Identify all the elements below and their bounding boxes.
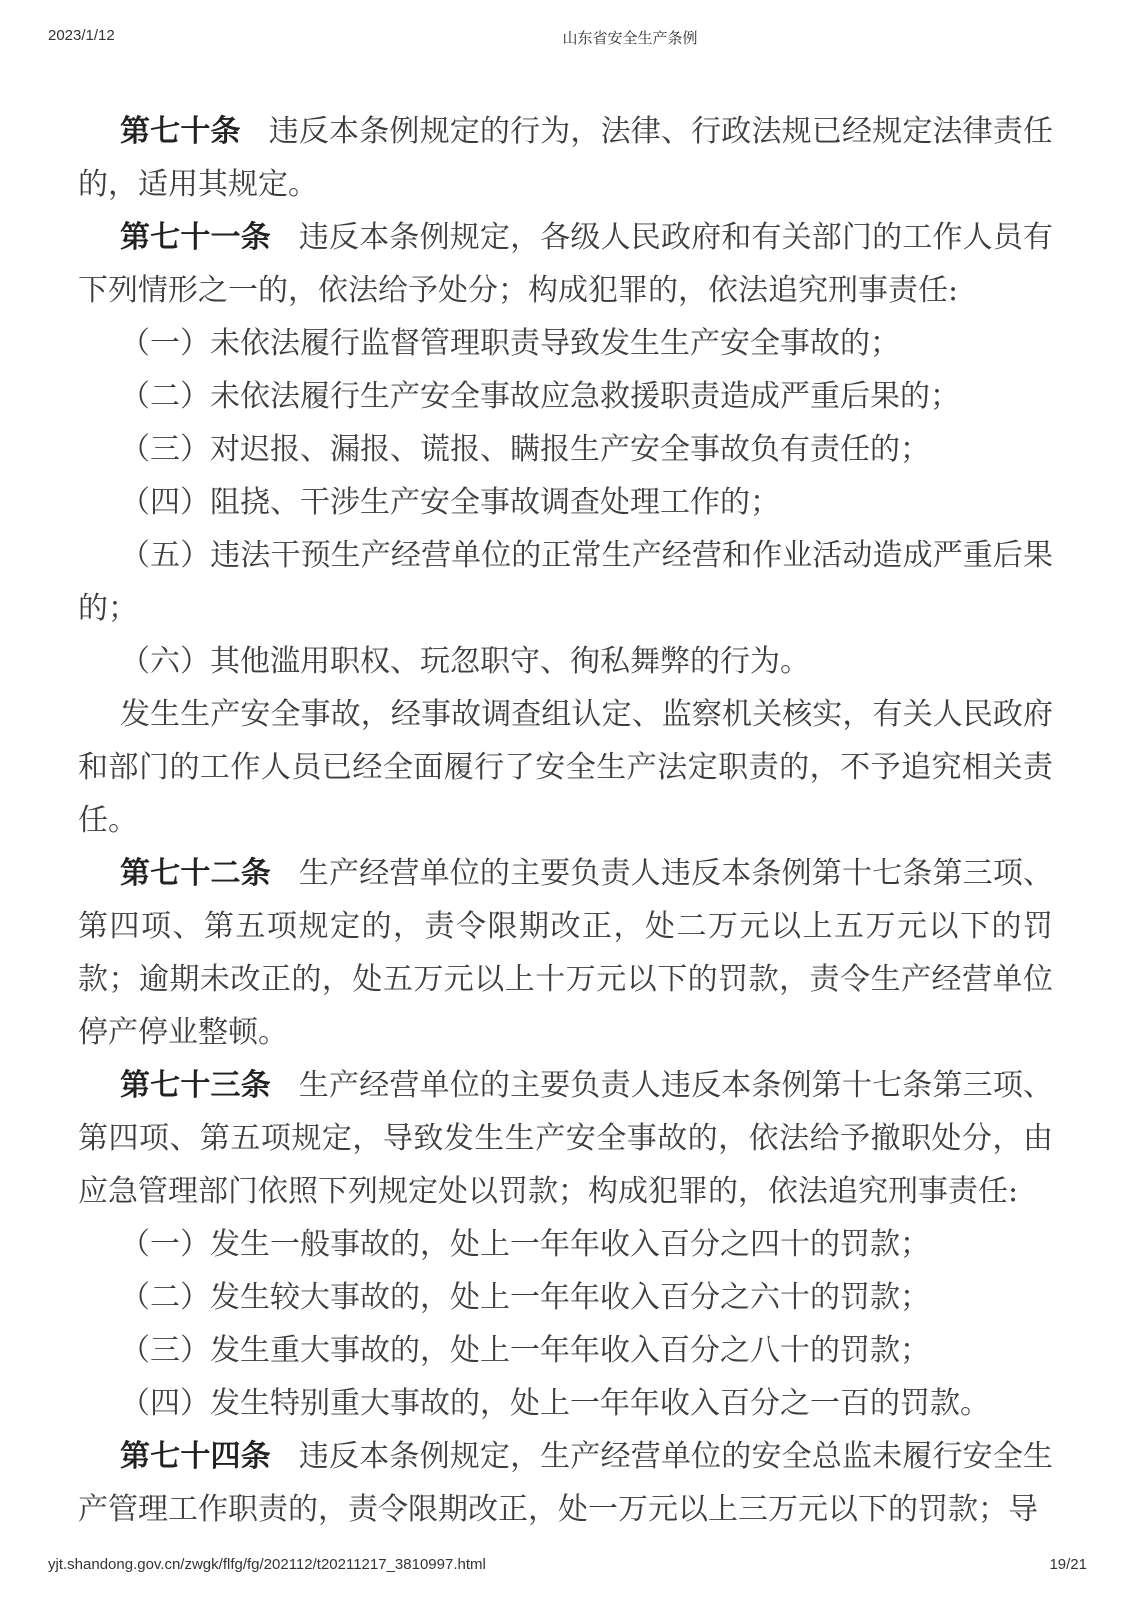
- article-71-number: 第七十一条: [120, 220, 271, 255]
- list-item-text: （二）未依法履行生产安全事故应急救援职责造成严重后果的；: [120, 379, 960, 414]
- list-item-71-5: [78, 529, 1053, 635]
- article-72-number: 第七十二条: [120, 856, 271, 891]
- article-73-number: 第七十三条: [120, 1068, 271, 1103]
- paragraph-exemption-clause: [78, 688, 1053, 847]
- article-73-text: 生产经营单位的主要负责人违反本条例第十七条第三项、第四项、第五项规定，导致发生生产安全事故的，依法给予撤职处分，由应急管理部门依照下列规定处以罚款；构成犯罪的，依法追究刑事责任:: [78, 1068, 1054, 1209]
- paragraph-article-74: [78, 1430, 1053, 1536]
- article-72-text: 生产经营单位的主要负责人违反本条例第十七条第三项、第四项、第五项规定的，责令限期改正，处二万元以上五万元以下的罚款；逾期未改正的，处五万元以上十万元以下的罚款，责令生产经营单位停产停业整顿。: [78, 856, 1054, 1050]
- print-footer-url: yjt.shandong.gov.cn/zwgk/flfg/fg/202112/t20211217_3810997.html: [48, 1556, 486, 1573]
- list-item-71-2: [78, 370, 1053, 423]
- list-item-71-3: [78, 423, 1053, 476]
- list-item-73-2: [78, 1271, 1053, 1324]
- list-item-text: （六）其他滥用职权、玩忽职守、徇私舞弊的行为。: [120, 644, 810, 679]
- list-item-73-4: [78, 1377, 1053, 1430]
- list-item-text: （五）违法干预生产经营单位的正常生产经营和作业活动造成严重后果的；: [78, 538, 1053, 626]
- list-item-text: （一）发生一般事故的，处上一年年收入百分之四十的罚款；: [120, 1227, 930, 1262]
- print-header-date: 2023/1/12: [48, 27, 115, 44]
- article-74-number: 第七十四条: [120, 1439, 271, 1474]
- paragraph-article-71: [78, 211, 1053, 317]
- article-74-text: 违反本条例规定，生产经营单位的安全总监未履行安全生产管理工作职责的，责令限期改正，处一万元以上三万元以下的罚款；导: [78, 1439, 1054, 1527]
- paragraph-text: 发生生产安全事故，经事故调查组认定、监察机关核实，有关人民政府和部门的工作人员已经全面履行了安全生产法定职责的，不予追究相关责任。: [78, 697, 1053, 838]
- list-item-71-6: [78, 635, 1053, 688]
- paragraph-article-72: [78, 847, 1053, 1059]
- list-item-text: （四）发生特别重大事故的，处上一年年收入百分之一百的罚款。: [120, 1386, 990, 1421]
- list-item-71-1: [78, 317, 1053, 370]
- article-70-text: 违反本条例规定的行为，法律、行政法规已经规定法律责任的，适用其规定。: [78, 114, 1054, 202]
- print-header-title: 山东省安全生产条例: [562, 30, 698, 47]
- list-item-text: （四）阻挠、干涉生产安全事故调查处理工作的；: [120, 485, 780, 520]
- paragraph-article-73: [78, 1059, 1053, 1218]
- list-item-71-4: [78, 476, 1053, 529]
- list-item-text: （三）对迟报、漏报、谎报、瞒报生产安全事故负有责任的；: [120, 432, 930, 467]
- paragraph-article-70: [78, 105, 1053, 211]
- list-item-text: （一）未依法履行监督管理职责导致发生生产安全事故的；: [120, 326, 900, 361]
- list-item-73-1: [78, 1218, 1053, 1271]
- list-item-73-3: [78, 1324, 1053, 1377]
- article-70-number: 第七十条: [120, 114, 241, 149]
- article-71-text: 违反本条例规定，各级人民政府和有关部门的工作人员有下列情形之一的，依法给予处分；构成犯罪的，依法追究刑事责任:: [78, 220, 1054, 308]
- print-footer-page-number: 19/21: [1049, 1556, 1087, 1573]
- document-body: [78, 105, 1053, 1536]
- list-item-text: （二）发生较大事故的，处上一年年收入百分之六十的罚款；: [120, 1280, 930, 1315]
- list-item-text: （三）发生重大事故的，处上一年年收入百分之八十的罚款；: [120, 1333, 930, 1368]
